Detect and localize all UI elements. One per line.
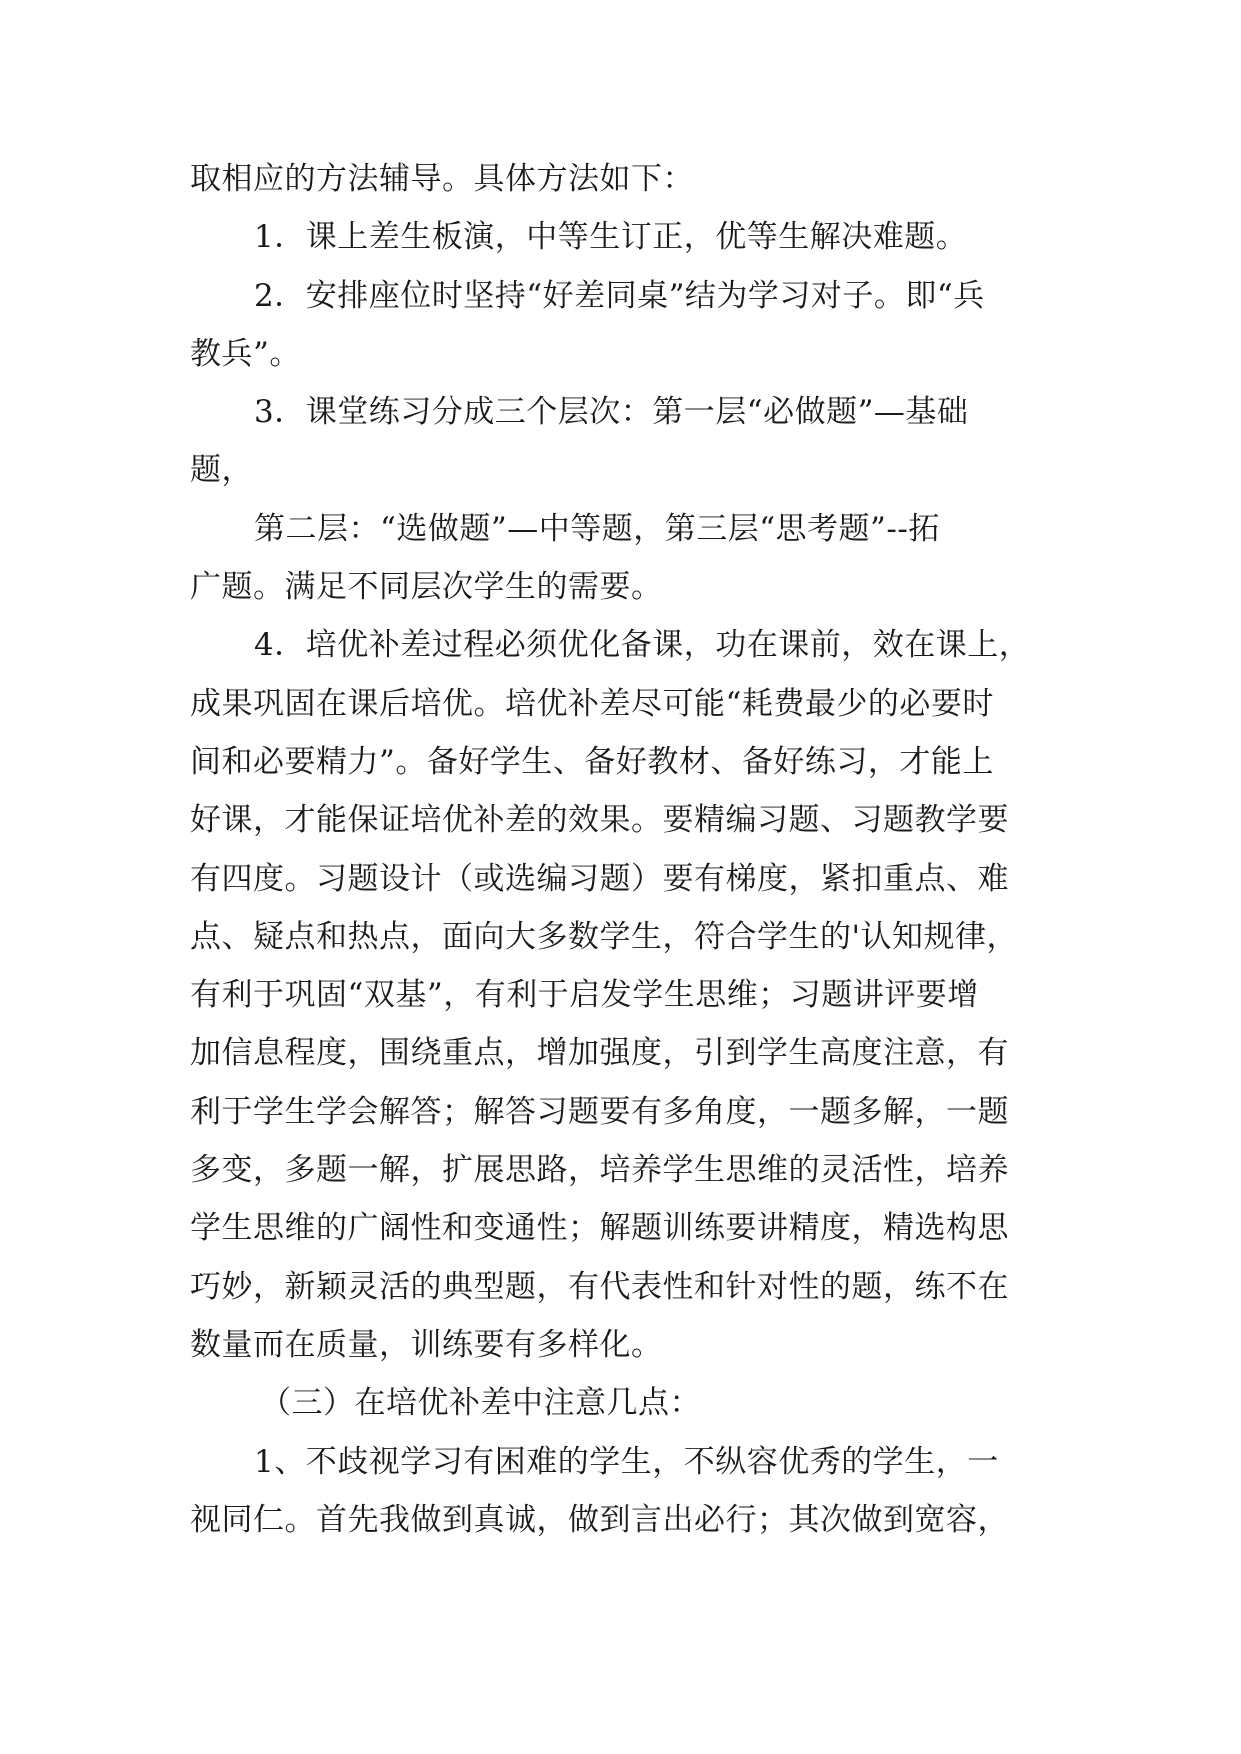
text-line: 教兵”。 — [190, 335, 301, 372]
text-line: 学生思维的广阔性和变通性；解题训练要讲精度，精选构思 — [190, 1210, 1009, 1247]
text-line: 1．课上差生板演，中等生订正，优等生解决难题。 — [254, 219, 968, 256]
text-line: 广题。满足不同层次学生的需要。 — [190, 569, 663, 606]
text-line: 第二层：“选做题”—中等题，第三层“思考题”--拓 — [254, 510, 940, 547]
text-line: 数量而在质量，训练要有多样化。 — [190, 1326, 663, 1363]
text-line: 1、不歧视学习有困难的学生，不纵容优秀的学生，一 — [254, 1443, 999, 1480]
text-line: 成果巩固在课后培优。培优补差尽可能“耗费最少的必要时 — [190, 685, 994, 722]
text-line: 题， — [190, 452, 253, 489]
text-line: 多变，多题一解，扩展思路，培养学生思维的灵活性，培养 — [190, 1152, 1009, 1189]
text-line: 有利于巩固“双基”，有利于启发学生思维；习题讲评要增 — [190, 977, 979, 1014]
text-line: 4．培优补差过程必须优化备课，功在课前，效在课上， — [254, 627, 1031, 664]
text-line: 间和必要精力”。备好学生、备好教材、备好练习，才能上 — [190, 743, 994, 780]
text-line: 加信息程度，围绕重点，增加强度，引到学生高度注意，有 — [190, 1035, 1009, 1072]
text-line: 取相应的方法辅导。具体方法如下： — [190, 161, 694, 197]
text-line: 好课，才能保证培优补差的效果。要精编习题、习题教学要 — [190, 802, 1009, 839]
text-line: 利于学生学会解答；解答习题要有多角度，一题多解，一题 — [190, 1093, 1009, 1130]
text-line: 有四度。习题设计（或选编习题）要有梯度，紧扣重点、难 — [190, 860, 1009, 897]
document-body — [190, 150, 1070, 1549]
text-line: 视同仁。首先我做到真诚，做到言出必行；其次做到宽容， — [190, 1501, 1009, 1538]
section-heading: （三）在培优补差中注意几点： — [260, 1385, 701, 1422]
text-line: 巧妙，新颖灵活的典型题，有代表性和针对性的题，练不在 — [190, 1268, 1009, 1305]
text-line: 点、疑点和热点，面向大多数学生，符合学生的'认知规律， — [190, 918, 1019, 955]
text-line: 3．课堂练习分成三个层次：第一层“必做题”—基础 — [254, 394, 969, 431]
text-line: 2．安排座位时坚持“好差同桌”结为学习对子。即“兵 — [254, 277, 985, 314]
